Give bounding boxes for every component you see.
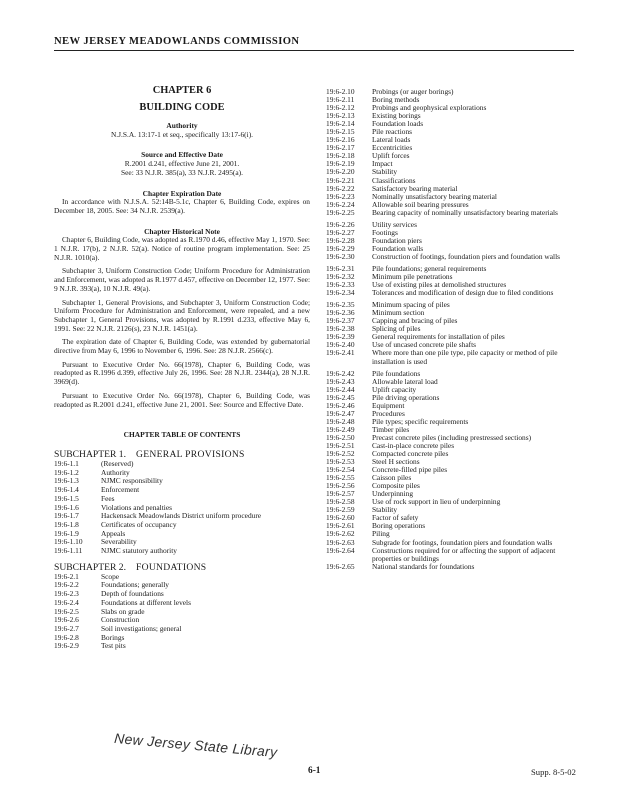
section-number: 19:6-2.60 [326,513,355,523]
section-title: Factor of safety [372,513,419,523]
toc-entry [326,506,576,514]
section-title: Where more than one pile type, pile capacity or method of pile installation is used [372,348,558,366]
toc-entry [326,152,576,160]
toc-entry [326,209,576,217]
section-title: Existing borings [372,111,421,121]
history-paragraph: Pursuant to Executive Order No. 66(1978), Chapter 6, Building Code, was readopted as R.1996 d.399, effective July 26, 1996. See: 28 N.J.R. 2344(a), 28 N.J.R. 3969(d). [54,359,310,387]
section-number: 19:6-1.4 [54,485,79,495]
toc-entry [326,221,576,229]
section-title: Probings and geophysical explorations [372,103,487,113]
section-title: Pile reactions [372,127,413,137]
section-number: 19:6-2.38 [326,324,355,334]
section-title: Lateral loads [372,135,411,145]
toc-entry [326,349,576,365]
section-number: 19:6-2.13 [326,111,355,121]
section-title: Satisfactory bearing material [372,183,458,193]
section-number: 19:6-1.8 [54,519,79,529]
section-number: 19:6-2.40 [326,340,355,350]
section-title: Uplift forces [372,151,410,161]
section-title: Boring methods [372,95,420,105]
section-title: Slabs on grade [101,606,145,616]
section-number: 19:6-2.7 [54,623,79,633]
chapter-number: CHAPTER 6 [152,85,212,96]
section-number: 19:6-2.27 [326,227,355,237]
section-number: 19:6-2.1 [54,571,79,581]
section-title: Uplift capacity [372,384,417,394]
section-number: 19:6-2.12 [326,103,355,113]
section-title: Certificates of occupancy [101,519,177,529]
section-number: 19:6-2.34 [326,288,355,298]
toc-entry [326,317,576,325]
toc-entry [326,402,576,410]
section-number: 19:6-2.63 [326,537,355,547]
toc-entry [326,112,576,120]
section-number: 19:6-2.25 [326,207,355,217]
toc-entry [54,477,310,486]
section-number: 19:6-2.48 [326,416,355,426]
section-number: 19:6-2.6 [54,615,79,625]
section-title: Pile types; specific requirements [372,416,469,426]
section-title: Subgrade for footings, foundation piers and foundation walls [372,537,553,547]
section-number: 19:6-1.3 [54,476,79,486]
section-title: Piling [372,529,390,539]
section-title: Minimum pile penetrations [372,272,453,282]
section-number: 19:6-2.5 [54,606,79,616]
toc-entry [326,289,576,297]
section-title: Utility services [372,219,417,229]
section-title: Stability [372,505,398,515]
authority-text: N.J.S.A. 13:17-1 et seq., specifically 13:17-6(i). [110,129,254,139]
toc-entry [54,530,310,539]
section-number: 19:6-2.15 [326,127,355,137]
subchapter-heading [54,562,310,573]
section-title: Cast-in-place concrete piles [372,440,455,450]
toc-entry [326,168,576,176]
section-title: Pile driving operations [372,392,440,402]
subchapter-label: SUBCHAPTER 2. [54,561,126,573]
toc-entry [326,301,576,309]
section-number: 19:6-2.50 [326,432,355,442]
toc-entry [326,450,576,458]
section-number: 19:6-2.56 [326,481,355,491]
section-number: 19:6-2.65 [326,561,355,571]
section-number: 19:6-2.9 [54,641,79,651]
section-title: Tolerances and modification of design due to filed conditions [372,288,554,298]
section-title: Construction [101,615,140,625]
section-number: 19:6-2.55 [326,473,355,483]
subchapter-label: SUBCHAPTER 1. [54,448,126,460]
history-heading: Chapter Historical Note [144,226,220,236]
section-title: Caisson piles [372,473,412,483]
expiration-text: In accordance with N.J.S.A. 52:14B-5.1c, Chapter 6, Building Code, expires on December 18, 2005. See: 34 N.J.R. 2539(a). [54,197,310,215]
section-number: 19:6-1.11 [54,546,83,556]
toc-entry [326,144,576,152]
section-number: 19:6-2.3 [54,589,79,599]
section-title: Boring operations [372,521,426,531]
section-title: Footings [372,227,398,237]
toc-entry [326,104,576,112]
section-title: Foundation loads [372,119,424,129]
section-number: 19:6-2.54 [326,465,355,475]
toc-entry [54,460,310,469]
section-number: 19:6-2.33 [326,280,355,290]
toc-entry [326,547,576,563]
toc-entry [54,599,310,608]
section-title: General requirements for installation of piles [372,332,505,342]
section-number: 19:6-2.29 [326,243,355,253]
section-number: 19:6-2.24 [326,199,355,209]
section-number: 19:6-2.4 [54,597,79,607]
toc-entry [326,442,576,450]
section-title: Procedures [372,408,405,418]
section-number: 19:6-2.45 [326,392,355,402]
section-title: Pile foundations; general requirements [372,263,487,273]
toc-entry [326,253,576,261]
toc-entry [54,581,310,590]
section-number: 19:6-1.5 [54,493,79,503]
section-number: 19:6-2.61 [326,521,355,531]
toc-entry [54,521,310,530]
toc-entry [54,495,310,504]
subchapter1-list [54,460,310,556]
toc-entry [54,486,310,495]
section-title: Allowable soil bearing pressures [372,199,469,209]
section-number: 19:6-1.10 [54,537,83,547]
section-title: Borings [101,632,125,642]
section-number: 19:6-2.31 [326,263,355,273]
toc-entry [326,394,576,402]
section-number: 19:6-2.20 [326,167,355,177]
section-title: Minimum section [372,308,425,318]
section-title: Splicing of piles [372,324,421,334]
subchapter-title: GENERAL PROVISIONS [135,448,245,460]
section-number: 19:6-2.44 [326,384,355,394]
section-number: 19:6-2.36 [326,308,355,318]
section-number: 19:6-2.49 [326,424,355,434]
section-title: NJMC statutory authority [101,546,177,556]
toc-entry [326,466,576,474]
section-title: Appeals [101,528,126,538]
section-number: 19:6-1.2 [54,467,79,477]
section-title: Capping and bracing of piles [372,316,458,326]
section-title: Foundations at different levels [101,597,191,607]
section-title: Constructions required for or affecting the support of adjacent properties or buildings [372,545,556,563]
section-title: Use of existing piles at demolished structures [372,280,507,290]
section-title: Steel H sections [372,457,420,467]
section-title: Depth of foundations [101,589,164,599]
toc-entry [54,616,310,625]
section-title: Hackensack Meadowlands District uniform procedure [101,511,262,521]
toc-entry [54,573,310,582]
subchapter-title: FOUNDATIONS [135,561,207,573]
toc-entry [326,136,576,144]
authority-heading: Authority [166,121,198,130]
section-number: 19:6-2.14 [326,119,355,129]
toc-entry [326,418,576,426]
section-number: 19:6-2.16 [326,135,355,145]
section-number: 19:6-2.35 [326,300,355,310]
history-paragraph: Pursuant to Executive Order No. 66(1978), Chapter 6, Building Code, was readopted as R.2001 d.241, effective June 21, 2001. See: Source and Effective Date. [54,390,310,409]
section-title: Nominally unsatisfactory bearing material [372,191,497,201]
history-paragraph: The expiration date of Chapter 6, Building Code, was extended by gubernatorial directive from May 6, 1996 to November 6, 1996. See: 28 N.J.R. 2566(c). [54,337,310,356]
section-number: 19:6-2.32 [326,272,355,282]
section-title: Violations and penalties [101,502,172,512]
section-title: Equipment [372,400,405,410]
toc-entry [54,469,310,478]
section-title: Scope [101,571,120,581]
section-title: Precast concrete piles (including prestressed sections) [372,432,532,442]
toc-entry [326,563,576,571]
section-number: 19:6-2.21 [326,175,355,185]
section-number: 19:6-2.37 [326,316,355,326]
section-number: 19:6-1.9 [54,528,79,538]
left-column [54,84,310,651]
toc-entry [54,547,310,556]
toc-entry [54,512,310,521]
toc-title: CHAPTER TABLE OF CONTENTS [123,430,241,440]
section-title: Construction of footings, foundation piers and foundation walls [372,251,561,261]
section-title: Stability [372,167,398,177]
section-number: 19:6-2.42 [326,368,355,378]
running-head: NEW JERSEY MEADOWLANDS COMMISSION [54,36,574,51]
toc-entry [326,458,576,466]
section-title: Classifications [372,175,416,185]
right-column-toc [326,88,576,571]
section-number: 19:6-2.18 [326,151,355,161]
section-title: Concrete-filled pipe piles [372,465,448,475]
supplement-date: Supp. 8-5-02 [531,767,576,777]
toc-entry [54,642,310,651]
toc-entry [326,370,576,378]
source-line: See: 33 N.J.R. 385(a), 33 N.J.R. 2495(a). [121,167,243,177]
section-title: Enforcement [101,485,140,495]
source-heading: Source and Effective Date [141,150,223,160]
toc-entry [326,498,576,506]
toc-entry [326,386,576,394]
history-paragraph: Subchapter 1, General Provisions, and Subchapter 3, Uniform Construction Code; Uniform Procedure for Administration and Enforcement, were repealed, and a new Subchapter 1, General Provisions, was adopted by R.1991 d.233, effective May 6, 1991. See: 22 N.J.R. 2126(s), 23 N.J.R. 1451(a). [54,297,310,333]
section-number: 19:6-2.46 [326,400,355,410]
section-number: 19:6-2.19 [326,159,355,169]
section-title: NJMC responsibility [101,476,163,486]
section-number: 19:6-2.39 [326,332,355,342]
section-number: 19:6-1.7 [54,511,79,521]
section-title: Compacted concrete piles [372,449,449,459]
section-title: Allowable lateral load [372,376,438,386]
section-title: Foundations; generally [101,580,169,590]
section-title: Foundation piers [372,235,422,245]
section-number: 19:6-2.62 [326,529,355,539]
section-number: 19:6-2.2 [54,580,79,590]
toc-entry [54,634,310,643]
toc-entry [54,608,310,617]
section-number: 19:6-2.64 [326,545,355,555]
expiration-heading: Chapter Expiration Date [142,188,222,198]
section-title: Fees [101,493,115,503]
subchapter-heading [54,449,310,460]
toc-entry [326,128,576,136]
toc-entry [326,229,576,237]
section-title: Severability [101,537,137,547]
toc-entry [54,538,310,547]
section-number: 19:6-2.47 [326,408,355,418]
section-title: National standards for foundations [372,561,475,571]
section-title: Foundation walls [372,243,424,253]
section-number: 19:6-1.6 [54,502,79,512]
library-stamp: New Jersey State Library [113,729,278,761]
section-title: Probings (or auger borings) [372,87,454,96]
section-number: 19:6-2.28 [326,235,355,245]
section-number: 19:6-2.52 [326,449,355,459]
section-title: Underpinning [372,489,414,499]
section-title: Timber piles [372,424,410,434]
toc-entry [326,482,576,490]
toc-entry [326,378,576,386]
section-number: 19:6-2.30 [326,251,355,261]
toc-entry [326,88,576,96]
section-title: Bearing capacity of nominally unsatisfactory bearing materials [372,207,558,217]
section-title: Soil investigations; general [101,623,182,633]
toc-entry [326,120,576,128]
section-title: Composite piles [372,481,420,491]
section-number: 19:6-2.59 [326,505,355,515]
section-title: Pile foundations [372,368,421,378]
history-paragraph: Chapter 6, Building Code, was adopted as R.1970 d.46, effective May 1, 1970. See: 1 N.J.R. 17(b), 2 N.J.R. 52(a). Notice of routine program implementation. See: 25 N.J.R. 1010(a). [54,235,310,262]
toc-entry [326,514,576,522]
page-number: 6-1 [308,766,321,776]
history-paragraph: Subchapter 3, Uniform Construction Code; Uniform Procedure for Administration and Enforcement, was adopted as R.1977 d.457, effective on December 12, 1977. See: 9 N.J.R. 393(a), 10 N.J.R. 49(a). [54,266,310,293]
toc-entry [326,522,576,530]
section-title: Impact [372,159,393,169]
section-title: Minimum spacing of piles [372,300,450,310]
section-number: 19:6-2.8 [54,632,79,642]
section-number: 19:6-2.22 [326,183,355,193]
section-title: Test pits [101,641,126,651]
toc-entry [326,237,576,245]
chapter-title: BUILDING CODE [139,102,225,113]
section-number: 19:6-2.51 [326,440,355,450]
subchapter2-list [54,573,310,651]
section-title: Use of uncased concrete pile shafts [372,340,477,350]
section-title: Use of rock support in lieu of underpinning [372,497,501,507]
section-title: Eccentricities [372,143,413,153]
section-number: 19:6-2.53 [326,457,355,467]
section-number: 19:6-2.41 [326,348,355,358]
section-number: 19:6-2.10 [326,87,355,96]
source-line: R.2001 d.241, effective June 21, 2001. [124,159,240,169]
section-number: 19:6-1.1 [54,458,79,468]
section-number: 19:6-2.23 [326,191,355,201]
section-title: (Reserved) [101,458,134,468]
section-number: 19:6-2.43 [326,376,355,386]
toc-entry [326,160,576,168]
section-number: 19:6-2.57 [326,489,355,499]
toc-entry [54,625,310,634]
toc-entry [326,474,576,482]
section-number: 19:6-2.26 [326,219,355,229]
section-number: 19:6-2.58 [326,497,355,507]
section-number: 19:6-2.17 [326,143,355,153]
section-title: Authority [101,467,130,477]
section-number: 19:6-2.11 [326,95,355,105]
